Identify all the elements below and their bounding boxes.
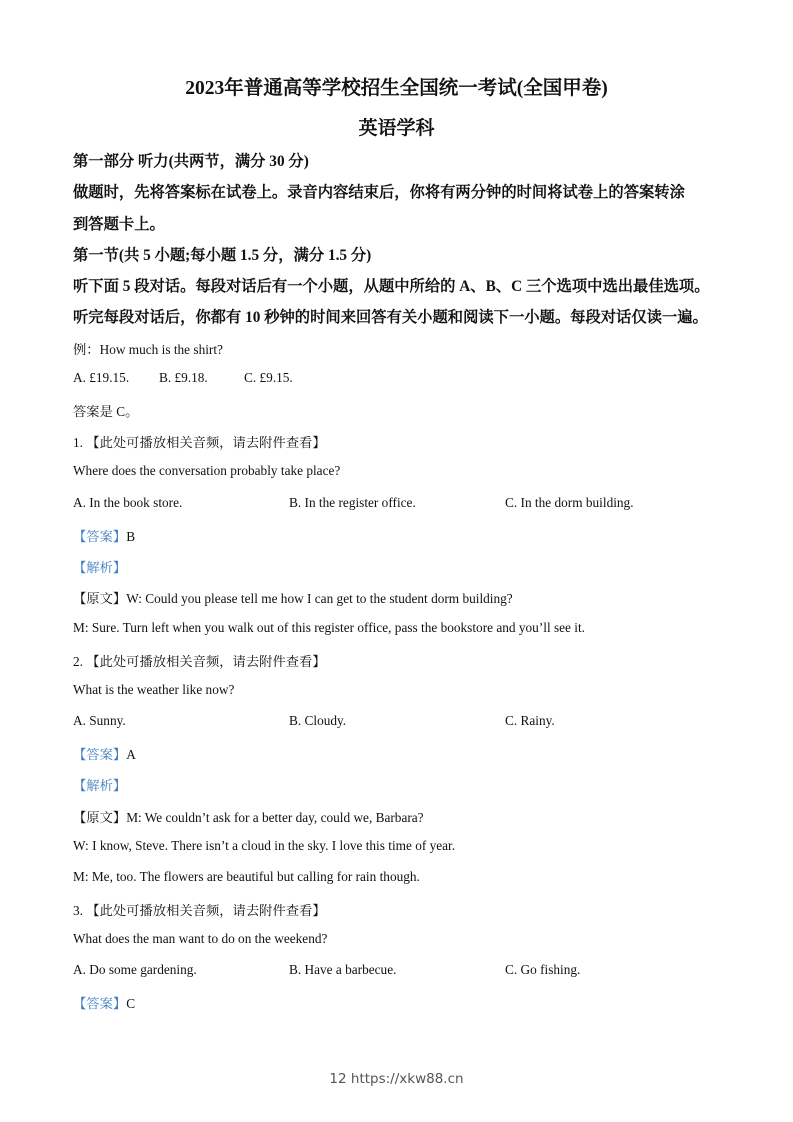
section1-instructions-1: 听下面 5 段对话。每段对话后有一个小题，从题中所给的 A、B、C 三个选项中选出最佳选项。 <box>73 278 710 295</box>
q2-option-a: A. Sunny. <box>73 713 126 728</box>
instructions-line-1: 做题时，先将答案标在试卷上。录音内容结束后，你将有两分钟的时间将试卷上的答案转涂 <box>73 184 685 201</box>
q2-option-c: C. Rainy. <box>505 713 555 728</box>
q3-option-c: C. Go fishing. <box>505 962 581 977</box>
section1-heading: 第一节(共 5 小题;每小题 1.5 分，满分 1.5 分) <box>73 247 372 264</box>
section1-instructions-2: 听完每段对话后，你都有 10 秒钟的时间来回答有关小题和阅读下一小题。每段对话仅读一遍。 <box>73 309 708 326</box>
q2-transcript-2: W: I know, Steve. There isn’t a cloud in the sky. I love this time of year. <box>73 838 456 853</box>
q2-transcript-3: M: Me, too. The flowers are beautiful but calling for rain though. <box>73 869 420 884</box>
q2-transcript-1: 【原文】M: We couldn’t ask for a better day, could we, Barbara? <box>73 810 424 825</box>
q3-option-a: A. Do some gardening. <box>73 962 197 977</box>
answer-label: 【答案】 <box>73 747 127 762</box>
q2-option-b: B. Cloudy. <box>289 713 347 728</box>
q3-question: What does the man want to do on the weekend? <box>73 931 328 946</box>
q3-option-b: B. Have a barbecue. <box>289 962 397 977</box>
page-number: 12 <box>329 1071 347 1087</box>
example-option-b: B. £9.18. <box>159 370 208 385</box>
q2-answer <box>73 744 136 763</box>
q1-transcript-2: M: Sure. Turn left when you walk out of this register office, pass the bookstore and you’ll see it. <box>73 620 585 635</box>
example-option-c: C. £9.15. <box>244 370 293 385</box>
q1-option-c: C. In the dorm building. <box>505 495 634 510</box>
q1-option-a: A. In the book store. <box>73 495 183 510</box>
q1-question: Where does the conversation probably take place? <box>73 463 341 478</box>
answer-label: 【答案】 <box>73 529 127 544</box>
q2-audio-placeholder[interactable]: 2. 【此处可播放相关音频，请去附件查看】 <box>73 654 326 669</box>
answer-label: 【答案】 <box>73 996 127 1011</box>
q1-option-b: B. In the register office. <box>289 495 416 510</box>
example-option-a: A. £19.15. <box>73 370 130 385</box>
q1-audio-placeholder[interactable]: 1. 【此处可播放相关音频，请去附件查看】 <box>73 435 326 450</box>
q1-answer-value: B <box>126 529 136 544</box>
page-subtitle: 英语学科 <box>358 118 435 139</box>
q1-answer <box>73 526 135 545</box>
q3-audio-placeholder[interactable]: 3. 【此处可播放相关音频，请去附件查看】 <box>73 903 326 918</box>
example-answer: 答案是 C。 <box>73 404 139 419</box>
q2-answer-value: A <box>126 747 136 762</box>
instructions-line-2: 到答题卡上。 <box>73 216 165 233</box>
page-footer <box>0 1071 793 1087</box>
q1-transcript-1: 【原文】W: Could you please tell me how I can get to the student dorm building? <box>73 591 513 606</box>
example-question: 例：How much is the shirt? <box>73 342 223 357</box>
page-title: 2023年普通高等学校招生全国统一考试(全国甲卷) <box>185 78 608 99</box>
q2-question: What is the weather like now? <box>73 682 235 697</box>
q3-answer <box>73 993 135 1012</box>
q1-analysis-label: 【解析】 <box>73 560 127 575</box>
original-label: 【原文】 <box>73 591 127 606</box>
part1-heading: 第一部分 听力(共两节，满分 30 分) <box>73 153 309 170</box>
original-label: 【原文】 <box>73 810 127 825</box>
footer-url[interactable]: https://xkw88.cn <box>350 1071 464 1087</box>
q3-answer-value: C <box>126 996 136 1011</box>
q2-analysis-label: 【解析】 <box>73 778 127 793</box>
